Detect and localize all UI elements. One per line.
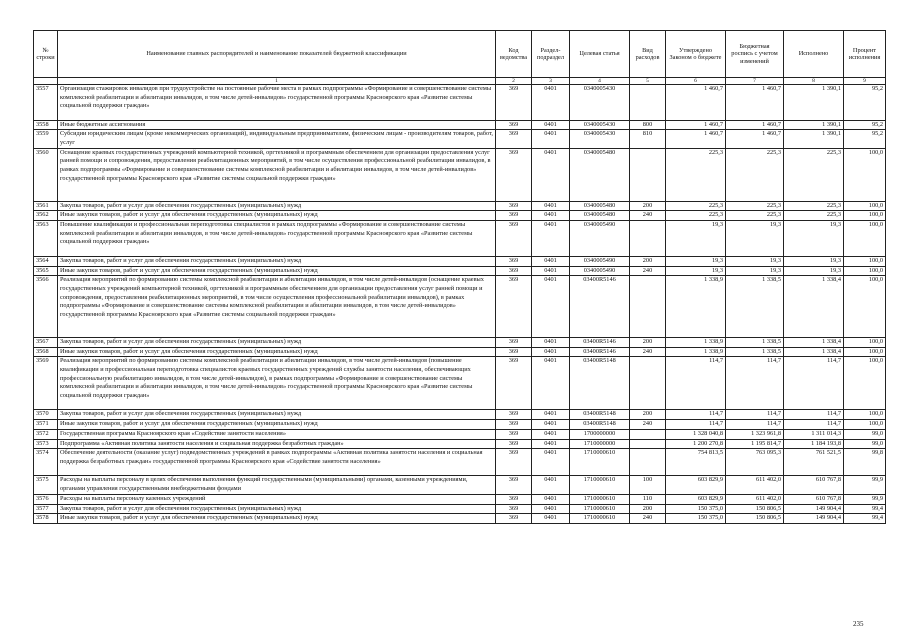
row-section: 0401 (532, 449, 570, 476)
row-executed: 1 390,1 (784, 120, 844, 130)
row-budget-schedule: 150 806,5 (726, 504, 784, 514)
row-budget-schedule: 114,7 (726, 357, 784, 410)
row-target-article: 03400R5146 (570, 337, 630, 347)
header-target-article: Целевая статья (570, 31, 630, 78)
row-department-code: 369 (496, 148, 532, 201)
row-section: 0401 (532, 410, 570, 420)
row-department-code: 369 (496, 130, 532, 148)
row-department-code: 369 (496, 256, 532, 266)
row-section: 0401 (532, 429, 570, 439)
row-name: Реализация мероприятий по формированию системы комплексной реабилитации и абилитации инвалидов, в том числе детей-инвалидов (оснащение краевых государственных учреждений компьютерной техникой, оргтехникой и программным обеспечением для организации предоставления услуг ранней помощи и сопровождения, предоставления реабилитационных мероприятий, в том числе осуществления профессиональной реабилитации инвалидов), в рамках подпрограммы «Формирование и совершенствование системы комплексной реабилитации и абилитации инвалидов, в том числе детей-инвалидов» государственной программы Красноярского края «Развитие системы социальной поддержки граждан» (58, 276, 496, 337)
row-percent: 100,0 (844, 410, 886, 420)
row-number: 3560 (34, 148, 58, 201)
row-approved: 225,3 (666, 201, 726, 211)
row-approved: 1 338,9 (666, 337, 726, 347)
row-department-code: 369 (496, 514, 532, 524)
row-name: Иные закупки товаров, работ и услуг для обеспечения государственных (муниципальных) нужд (58, 266, 496, 276)
row-department-code: 369 (496, 419, 532, 429)
row-percent: 100,0 (844, 256, 886, 266)
row-executed: 1 338,4 (784, 337, 844, 347)
table-row (34, 337, 886, 347)
row-department-code: 369 (496, 337, 532, 347)
row-section: 0401 (532, 148, 570, 201)
column-number: 3 (532, 78, 570, 85)
row-department-code: 369 (496, 85, 532, 121)
row-section: 0401 (532, 130, 570, 148)
row-percent: 95,2 (844, 120, 886, 130)
row-percent: 100,0 (844, 148, 886, 201)
header-section: Раздел-подраздел (532, 31, 570, 78)
row-percent: 100,0 (844, 266, 886, 276)
row-budget-schedule: 225,3 (726, 211, 784, 221)
row-expense-type (630, 221, 666, 257)
row-executed: 19,3 (784, 266, 844, 276)
row-number: 3569 (34, 357, 58, 410)
header-name: Наименование главных распорядителей и наименование показателей бюджетной классификации (58, 31, 496, 78)
row-budget-schedule: 1 460,7 (726, 85, 784, 121)
row-number: 3575 (34, 476, 58, 494)
row-name: Закупка товаров, работ и услуг для обеспечения государственных (муниципальных) нужд (58, 256, 496, 266)
row-target-article: 0340005480 (570, 201, 630, 211)
row-approved: 150 375,0 (666, 504, 726, 514)
row-department-code: 369 (496, 211, 532, 221)
header-percent: Процент исполнения (844, 31, 886, 78)
row-approved: 1 460,7 (666, 130, 726, 148)
row-budget-schedule: 1 338,5 (726, 337, 784, 347)
row-expense-type: 240 (630, 347, 666, 357)
row-department-code: 369 (496, 276, 532, 337)
row-expense-type: 200 (630, 504, 666, 514)
row-number: 3573 (34, 439, 58, 449)
table-row (34, 201, 886, 211)
row-department-code: 369 (496, 221, 532, 257)
row-number: 3563 (34, 221, 58, 257)
row-section: 0401 (532, 256, 570, 266)
row-name: Организация стажировок инвалидов при трудоустройстве на постоянные рабочие места в рамках подпрограммы «Формирование и совершенствование системы комплексной реабилитации и абилитации инвалидов, в том числе детей-инвалидов» государственной программы Красноярского края «Развитие системы социальной поддержки граждан» (58, 85, 496, 121)
row-section: 0401 (532, 120, 570, 130)
table-header-row (34, 31, 886, 78)
row-executed: 149 904,4 (784, 514, 844, 524)
row-number: 3567 (34, 337, 58, 347)
row-number: 3568 (34, 347, 58, 357)
row-number: 3570 (34, 410, 58, 420)
row-name: Иные закупки товаров, работ и услуг для обеспечения государственных (муниципальных) нужд (58, 347, 496, 357)
table-row (34, 504, 886, 514)
row-department-code: 369 (496, 439, 532, 449)
row-name: Подпрограмма «Активная политика занятости населения и социальная поддержка безработных граждан» (58, 439, 496, 449)
row-percent: 100,0 (844, 211, 886, 221)
row-section: 0401 (532, 504, 570, 514)
row-budget-schedule: 114,7 (726, 419, 784, 429)
row-target-article: 03400R5148 (570, 357, 630, 410)
row-expense-type: 800 (630, 120, 666, 130)
row-name: Субсидии юридическим лицам (кроме некоммерческих организаций), индивидуальным предпринимателям, физическим лицам - производителям товаров, работ, услуг (58, 130, 496, 148)
header-expense-type: Вид расходов (630, 31, 666, 78)
row-section: 0401 (532, 476, 570, 494)
row-section: 0401 (532, 419, 570, 429)
column-number: 2 (496, 78, 532, 85)
row-name: Иные закупки товаров, работ и услуг для обеспечения государственных (муниципальных) нужд (58, 514, 496, 524)
row-expense-type (630, 357, 666, 410)
row-number: 3578 (34, 514, 58, 524)
row-approved: 754 813,5 (666, 449, 726, 476)
row-budget-schedule: 150 806,5 (726, 514, 784, 524)
row-name: Закупка товаров, работ и услуг для обеспечения государственных (муниципальных) нужд (58, 504, 496, 514)
row-executed: 1 184 193,8 (784, 439, 844, 449)
row-expense-type: 240 (630, 266, 666, 276)
row-target-article: 1710000610 (570, 504, 630, 514)
row-percent: 99,0 (844, 439, 886, 449)
row-expense-type: 110 (630, 494, 666, 504)
row-name: Повышение квалификации и профессиональная переподготовка специалистов в рамках подпрограммы «Формирование и совершенствование системы комплексной реабилитации и абилитации инвалидов, в том числе детей-инвалидов» государственной программы Красноярского края «Развитие системы социальной поддержки граждан» (58, 221, 496, 257)
row-number: 3557 (34, 85, 58, 121)
row-approved: 150 375,0 (666, 514, 726, 524)
row-budget-schedule: 763 095,3 (726, 449, 784, 476)
row-name: Иные закупки товаров, работ и услуг для обеспечения государственных (муниципальных) нужд (58, 419, 496, 429)
row-number: 3577 (34, 504, 58, 514)
row-target-article: 0340005480 (570, 211, 630, 221)
row-executed: 225,3 (784, 211, 844, 221)
row-approved: 19,3 (666, 221, 726, 257)
table-row (34, 211, 886, 221)
row-target-article: 1710000610 (570, 514, 630, 524)
table-row (34, 130, 886, 148)
row-executed: 225,3 (784, 148, 844, 201)
row-target-article: 03400R5148 (570, 410, 630, 420)
row-approved: 1 460,7 (666, 120, 726, 130)
row-expense-type (630, 429, 666, 439)
row-approved: 603 829,9 (666, 494, 726, 504)
row-section: 0401 (532, 494, 570, 504)
column-number-row (34, 78, 886, 85)
row-target-article: 0340005490 (570, 221, 630, 257)
row-approved: 19,3 (666, 256, 726, 266)
row-executed: 1 338,4 (784, 276, 844, 337)
row-percent: 99,9 (844, 494, 886, 504)
row-approved: 1 460,7 (666, 85, 726, 121)
row-executed: 610 767,8 (784, 494, 844, 504)
row-budget-schedule: 19,3 (726, 266, 784, 276)
row-approved: 114,7 (666, 410, 726, 420)
row-department-code: 369 (496, 347, 532, 357)
row-department-code: 369 (496, 357, 532, 410)
row-budget-schedule: 19,3 (726, 221, 784, 257)
row-target-article: 0340005480 (570, 148, 630, 201)
row-number: 3571 (34, 419, 58, 429)
row-approved: 1 338,9 (666, 276, 726, 337)
row-approved: 19,3 (666, 266, 726, 276)
row-department-code: 369 (496, 449, 532, 476)
row-department-code: 369 (496, 494, 532, 504)
row-name: Закупка товаров, работ и услуг для обеспечения государственных (муниципальных) нужд (58, 201, 496, 211)
row-department-code: 369 (496, 504, 532, 514)
header-row-number: № строки (34, 31, 58, 78)
row-percent: 99,9 (844, 476, 886, 494)
header-department-code: Код ведомства (496, 31, 532, 78)
row-name: Оснащение краевых государственных учреждений компьютерной техникой, оргтехникой и программным обеспечением для организации предоставления услуг ранней помощи и сопровождения, предоставления реабилитационных мероприятий, в том числе осуществления профессиональной реабилитации инвалидов, в рамках подпрограммы «Формирование и совершенствование системы комплексной реабилитации и абилитации инвалидов, в том числе детей-инвалидов» государственной программы Красноярского края «Развитие системы социальной поддержки граждан» (58, 148, 496, 201)
row-executed: 225,3 (784, 201, 844, 211)
row-section: 0401 (532, 347, 570, 357)
row-percent: 95,2 (844, 130, 886, 148)
budget-report-page (33, 30, 885, 524)
table-row (34, 347, 886, 357)
row-section: 0401 (532, 266, 570, 276)
row-percent: 100,0 (844, 276, 886, 337)
table-row (34, 494, 886, 504)
table-body (34, 85, 886, 524)
row-target-article: 1700000000 (570, 429, 630, 439)
row-number: 3561 (34, 201, 58, 211)
row-section: 0401 (532, 337, 570, 347)
table-row (34, 256, 886, 266)
row-percent: 99,8 (844, 449, 886, 476)
column-number: 8 (784, 78, 844, 85)
row-target-article: 1710000610 (570, 494, 630, 504)
table-row (34, 148, 886, 201)
row-section: 0401 (532, 439, 570, 449)
row-section: 0401 (532, 276, 570, 337)
row-budget-schedule: 1 323 961,8 (726, 429, 784, 439)
row-section: 0401 (532, 357, 570, 410)
row-budget-schedule: 114,7 (726, 410, 784, 420)
row-budget-schedule: 1 195 814,7 (726, 439, 784, 449)
table-row (34, 357, 886, 410)
table-row (34, 449, 886, 476)
row-target-article: 1710000000 (570, 439, 630, 449)
row-name: Расходы на выплаты персоналу в целях обеспечения выполнения функций государственными (муниципальными) органами, казенными учреждениями, органами управления государственными внебюджетными фондами (58, 476, 496, 494)
row-number: 3559 (34, 130, 58, 148)
row-approved: 1 200 270,8 (666, 439, 726, 449)
page-number: 235 (853, 620, 864, 628)
row-department-code: 369 (496, 266, 532, 276)
row-name: Расходы на выплаты персоналу казенных учреждений (58, 494, 496, 504)
row-department-code: 369 (496, 410, 532, 420)
row-approved: 1 338,9 (666, 347, 726, 357)
row-number: 3564 (34, 256, 58, 266)
row-executed: 114,7 (784, 410, 844, 420)
row-number: 3566 (34, 276, 58, 337)
table-row (34, 120, 886, 130)
row-executed: 149 904,4 (784, 504, 844, 514)
budget-execution-table (33, 30, 886, 524)
row-percent: 100,0 (844, 201, 886, 211)
table-row (34, 221, 886, 257)
column-number (34, 78, 58, 85)
row-department-code: 369 (496, 476, 532, 494)
row-percent: 99,4 (844, 514, 886, 524)
row-expense-type (630, 449, 666, 476)
table-row (34, 85, 886, 121)
row-expense-type: 240 (630, 514, 666, 524)
row-expense-type (630, 85, 666, 121)
row-percent: 99,0 (844, 429, 886, 439)
row-target-article: 1710000610 (570, 476, 630, 494)
row-target-article: 1710000610 (570, 449, 630, 476)
row-expense-type: 240 (630, 419, 666, 429)
row-approved: 114,7 (666, 357, 726, 410)
row-target-article: 03400R5148 (570, 419, 630, 429)
table-row (34, 410, 886, 420)
row-percent: 100,0 (844, 419, 886, 429)
table-row (34, 439, 886, 449)
column-number: 1 (58, 78, 496, 85)
row-percent: 100,0 (844, 221, 886, 257)
row-percent: 99,4 (844, 504, 886, 514)
row-name: Иные бюджетные ассигнования (58, 120, 496, 130)
row-name: Иные закупки товаров, работ и услуг для обеспечения государственных (муниципальных) нужд (58, 211, 496, 221)
row-expense-type (630, 148, 666, 201)
row-executed: 610 767,8 (784, 476, 844, 494)
row-budget-schedule: 225,3 (726, 148, 784, 201)
row-budget-schedule: 1 460,7 (726, 120, 784, 130)
row-number: 3562 (34, 211, 58, 221)
row-executed: 19,3 (784, 221, 844, 257)
row-budget-schedule: 1 338,5 (726, 276, 784, 337)
row-target-article: 0340005430 (570, 120, 630, 130)
row-executed: 761 521,5 (784, 449, 844, 476)
row-budget-schedule: 225,3 (726, 201, 784, 211)
row-budget-schedule: 1 338,5 (726, 347, 784, 357)
row-target-article: 0340005490 (570, 266, 630, 276)
row-budget-schedule: 1 460,7 (726, 130, 784, 148)
row-budget-schedule: 611 402,0 (726, 494, 784, 504)
header-executed: Исполнено (784, 31, 844, 78)
row-section: 0401 (532, 211, 570, 221)
column-number: 4 (570, 78, 630, 85)
row-number: 3558 (34, 120, 58, 130)
row-name: Закупка товаров, работ и услуг для обеспечения государственных (муниципальных) нужд (58, 410, 496, 420)
row-expense-type: 200 (630, 337, 666, 347)
row-budget-schedule: 611 402,0 (726, 476, 784, 494)
row-number: 3576 (34, 494, 58, 504)
row-expense-type: 810 (630, 130, 666, 148)
row-target-article: 0340005430 (570, 130, 630, 148)
table-row (34, 419, 886, 429)
row-name: Закупка товаров, работ и услуг для обеспечения государственных (муниципальных) нужд (58, 337, 496, 347)
table-row (34, 266, 886, 276)
row-executed: 114,7 (784, 419, 844, 429)
row-approved: 225,3 (666, 148, 726, 201)
row-approved: 225,3 (666, 211, 726, 221)
row-target-article: 03400R5146 (570, 276, 630, 337)
row-number: 3572 (34, 429, 58, 439)
row-expense-type (630, 439, 666, 449)
row-section: 0401 (532, 514, 570, 524)
row-percent: 100,0 (844, 337, 886, 347)
row-section: 0401 (532, 201, 570, 211)
column-number: 7 (726, 78, 784, 85)
row-target-article: 0340005430 (570, 85, 630, 121)
row-expense-type (630, 276, 666, 337)
table-row (34, 429, 886, 439)
row-expense-type: 200 (630, 410, 666, 420)
row-approved: 1 328 040,8 (666, 429, 726, 439)
row-department-code: 369 (496, 429, 532, 439)
row-executed: 1 338,4 (784, 347, 844, 357)
row-percent: 100,0 (844, 347, 886, 357)
row-number: 3565 (34, 266, 58, 276)
row-percent: 100,0 (844, 357, 886, 410)
row-percent: 95,2 (844, 85, 886, 121)
column-number: 6 (666, 78, 726, 85)
header-budget-schedule: Бюджетная роспись с учетом изменений (726, 31, 784, 78)
row-department-code: 369 (496, 201, 532, 211)
row-department-code: 369 (496, 120, 532, 130)
row-executed: 1 390,1 (784, 85, 844, 121)
row-section: 0401 (532, 85, 570, 121)
column-number: 5 (630, 78, 666, 85)
row-name: Обеспечение деятельности (оказание услуг) подведомственных учреждений в рамках подпрограммы «Активная политика занятости населения и социальная поддержка безработных граждан» государственной программы Красноярского края «Содействие занятости населения» (58, 449, 496, 476)
header-approved: Утверждено Законом о бюджете (666, 31, 726, 78)
row-expense-type: 100 (630, 476, 666, 494)
row-budget-schedule: 19,3 (726, 256, 784, 266)
row-section: 0401 (532, 221, 570, 257)
row-executed: 1 390,1 (784, 130, 844, 148)
table-row (34, 276, 886, 337)
row-target-article: 03400R5146 (570, 347, 630, 357)
table-row (34, 476, 886, 494)
row-name: Реализация мероприятий по формированию системы комплексной реабилитации и абилитации инвалидов, в том числе детей-инвалидов (повышение квалификации и профессиональная переподготовка специалистов краевых государственных учреждений службы занятости населения, обеспечивающих профессиональную реабилитацию инвалидов, в том числе детей-инвалидов), в рамках подпрограммы «Формирование и совершенствование системы комплексной реабилитации и абилитации инвалидов, в том числе детей-инвалидов» государственной программы Красноярского края «Развитие системы социальной поддержки граждан» (58, 357, 496, 410)
row-number: 3574 (34, 449, 58, 476)
row-expense-type: 200 (630, 201, 666, 211)
row-executed: 19,3 (784, 256, 844, 266)
row-expense-type: 200 (630, 256, 666, 266)
row-executed: 1 311 014,3 (784, 429, 844, 439)
table-row (34, 514, 886, 524)
row-name: Государственная программа Красноярского края «Содействие занятости населения» (58, 429, 496, 439)
row-approved: 603 829,9 (666, 476, 726, 494)
row-executed: 114,7 (784, 357, 844, 410)
row-expense-type: 240 (630, 211, 666, 221)
row-target-article: 0340005490 (570, 256, 630, 266)
row-approved: 114,7 (666, 419, 726, 429)
column-number: 9 (844, 78, 886, 85)
